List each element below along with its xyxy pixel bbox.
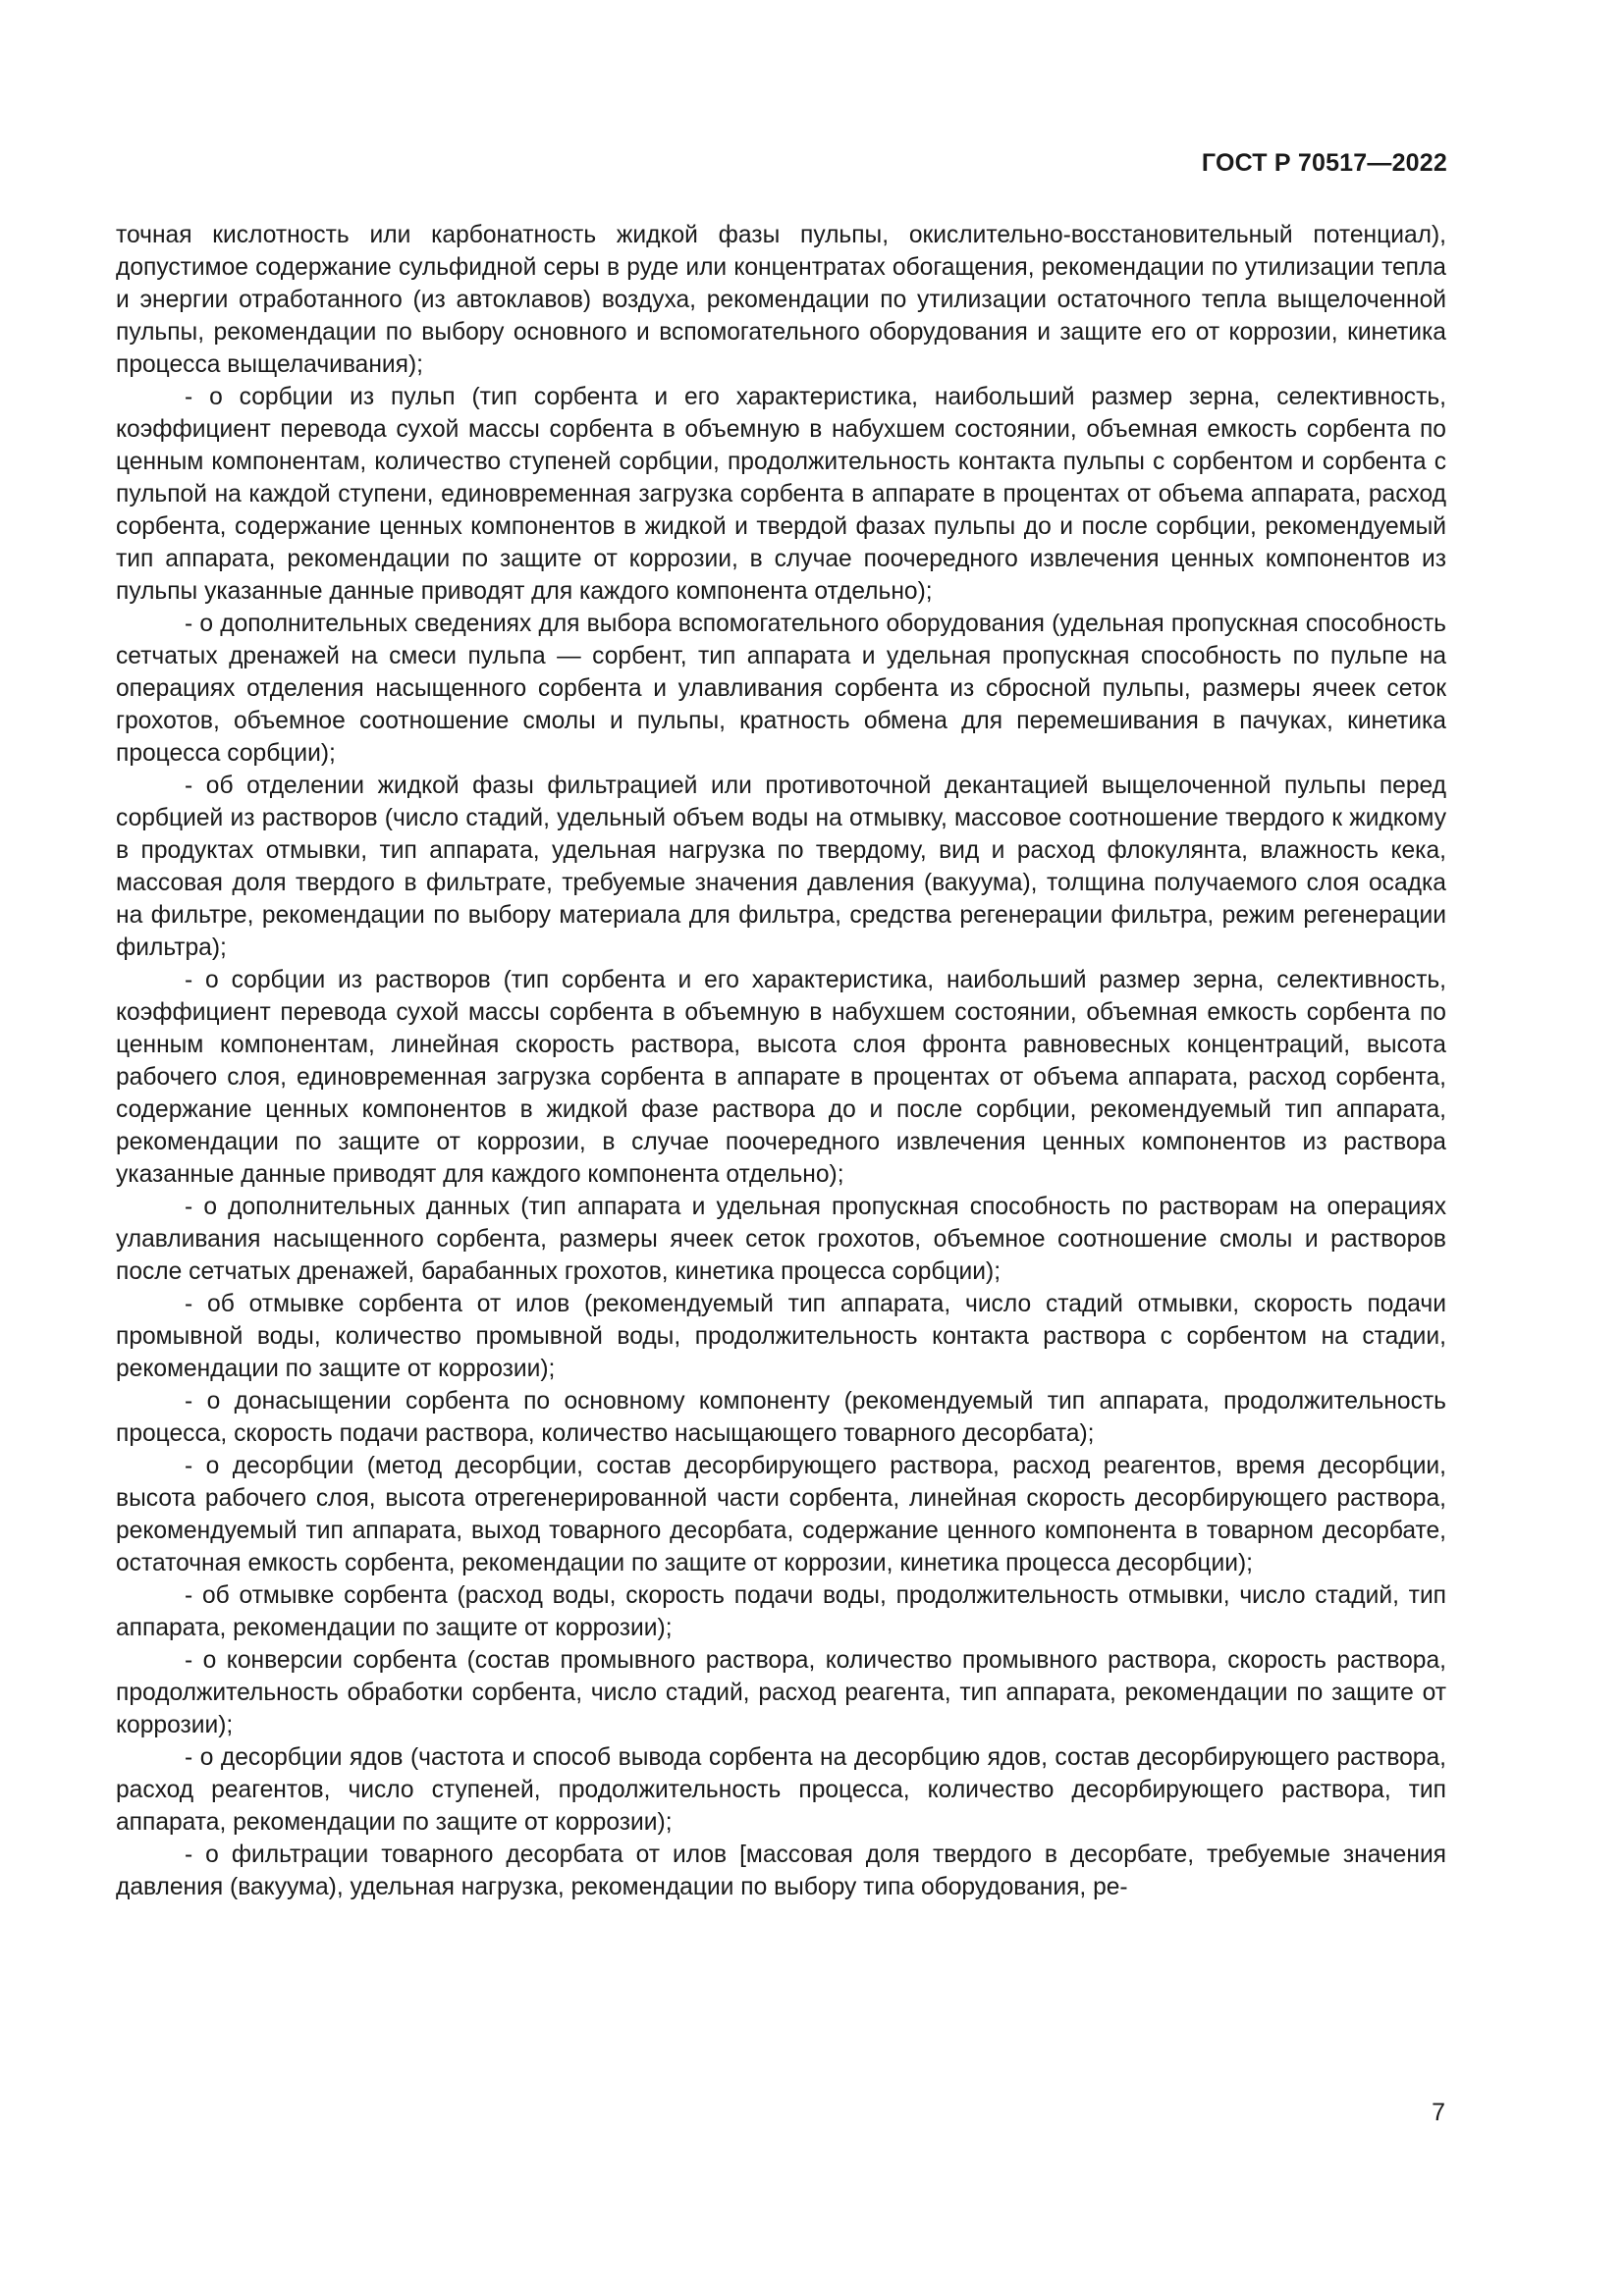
- list-item-sorbent-washing-slimes: - об отмывке сорбента от илов (рекомендуемый тип аппарата, число стадий отмывки, скорость подачи промывной воды, количество промывной воды, продолжительность контакта раствора с сорбентом на стадии, рекомендации по защите от коррозии);: [116, 1291, 1446, 1382]
- list-item-auxiliary-equipment: - о дополнительных сведениях для выбора вспомогательного оборудования (удельная пропускная способность сетчатых дренажей на смеси пульпа — сорбент, тип аппарата и удельная пропускная способность по пульпе на операциях отделения насыщенного сорбента и улавливания сорбента из сбросной пульпы, размеры ячеек сеток грохотов, объемное соотношение смолы и пульпы, кратность обмена для перемешивания в пачуках, кинетика процесса сорбции);: [116, 611, 1446, 767]
- document-body: [116, 219, 1446, 1903]
- list-item-desorbate-filtration: - о фильтрации товарного десорбата от илов [массовая доля твердого в десорбате, требуемые значения давления (вакуума), удельная нагрузка, рекомендации по выбору типа оборудования, ре-: [116, 1842, 1446, 1900]
- list-item-sorption-pulps: - о сорбции из пульп (тип сорбента и его характеристика, наибольший размер зерна, селективность, коэффициент перевода сухой массы сорбента в объемную в набухшем состоянии, объемная емкость сорбента по ценным компонентам, количество ступеней сорбции, продолжительность контакта пульпы с сорбентом и сорбента с пульпой на каждой ступени, единовременная загрузка сорбента в аппарате в процентах от объема аппарата, расход сорбента, содержание ценных компонентов в жидкой и твердой фазах пульпы до и после сорбции, рекомендуемый тип аппарата, рекомендации по защите от коррозии, в случае поочередного извлечения ценных компонентов из пульпы указанные данные приводят для каждого компонента отдельно);: [116, 384, 1446, 605]
- list-item-sorption-solutions: - о сорбции из растворов (тип сорбента и его характеристика, наибольший размер зерна, селективность, коэффициент перевода сухой массы сорбента в объемную в набухшем состоянии, объемная емкость сорбента по ценным компонентам, линейная скорость раствора, высота слоя фронта равновесных концентраций, высота рабочего слоя, единовременная загрузка сорбента в аппарате в процентах от объема аппарата, расход сорбента, содержание ценных компонентов в жидкой фазе раствора до и после сорбции, рекомендуемый тип аппарата, рекомендации по защите от коррозии, в случае поочередного извлечения ценных компонентов из раствора указанные данные приводят для каждого компонента отдельно);: [116, 967, 1446, 1188]
- list-item-sorbent-saturation: - о донасыщении сорбента по основному компоненту (рекомендуемый тип аппарата, продолжительность процесса, скорость подачи раствора, количество насыщающего товарного десорбата);: [116, 1388, 1446, 1447]
- document-code-header: ГОСТ Р 70517—2022: [1201, 149, 1447, 177]
- paragraph-continuation: точная кислотность или карбонатность жидкой фазы пульпы, окислительно-восстановительный потенциал), допустимое содержание сульфидной серы в руде или концентратах обогащения, рекомендации по утилизации тепла и энергии отработанного (из автоклавов) воздуха, рекомендации по утилизации остаточного тепла выщелоченной пульпы, рекомендации по выбору основного и вспомогательного оборудования и защите его от коррозии, кинетика процесса выщелачивания);: [116, 222, 1446, 378]
- list-item-poison-desorption: - о десорбции ядов (частота и способ вывода сорбента на десорбцию ядов, состав десорбирующего раствора, расход реагентов, число ступеней, продолжительность процесса, количество десорбирующего раствора, тип аппарата, рекомендации по защите от коррозии);: [116, 1744, 1446, 1836]
- list-item-sorbent-conversion: - о конверсии сорбента (состав промывного раствора, количество промывного раствора, скорость раствора, продолжительность обработки сорбента, число стадий, расход реагента, тип аппарата, рекомендации по защите от коррозии);: [116, 1647, 1446, 1738]
- list-item-liquid-phase-separation: - об отделении жидкой фазы фильтрацией или противоточной декантацией выщелоченной пульпы перед сорбцией из растворов (число стадий, удельный объем воды на отмывку, массовое соотношение твердого к жидкому в продуктах отмывки, тип аппарата, удельная нагрузка по твердому, вид и расход флокулянта, влажность кека, массовая доля твердого в фильтрате, требуемые значения давления (вакуума), толщина получаемого слоя осадка на фильтре, рекомендации по выбору материала для фильтра, средства регенерации фильтра, режим регенерации фильтра);: [116, 773, 1446, 961]
- list-item-sorbent-washing: - об отмывке сорбента (расход воды, скорость подачи воды, продолжительность отмывки, число стадий, тип аппарата, рекомендации по защите от коррозии);: [116, 1582, 1446, 1641]
- list-item-desorption: - о десорбции (метод десорбции, состав десорбирующего раствора, расход реагентов, время десорбции, высота рабочего слоя, высота отрегенерированной части сорбента, линейная скорость десорбирующего раствора, рекомендуемый тип аппарата, выход товарного десорбата, содержание ценного компонента в товарном десорбате, остаточная емкость сорбента, рекомендации по защите от коррозии, кинетика процесса десорбции);: [116, 1453, 1446, 1576]
- page-number: 7: [1432, 2099, 1445, 2126]
- list-item-additional-data: - о дополнительных данных (тип аппарата и удельная пропускная способность по растворам на операциях улавливания насыщенного сорбента, размеры ячеек сеток грохотов, объемное соотношение смолы и растворов после сетчатых дренажей, барабанных грохотов, кинетика процесса сорбции);: [116, 1194, 1446, 1285]
